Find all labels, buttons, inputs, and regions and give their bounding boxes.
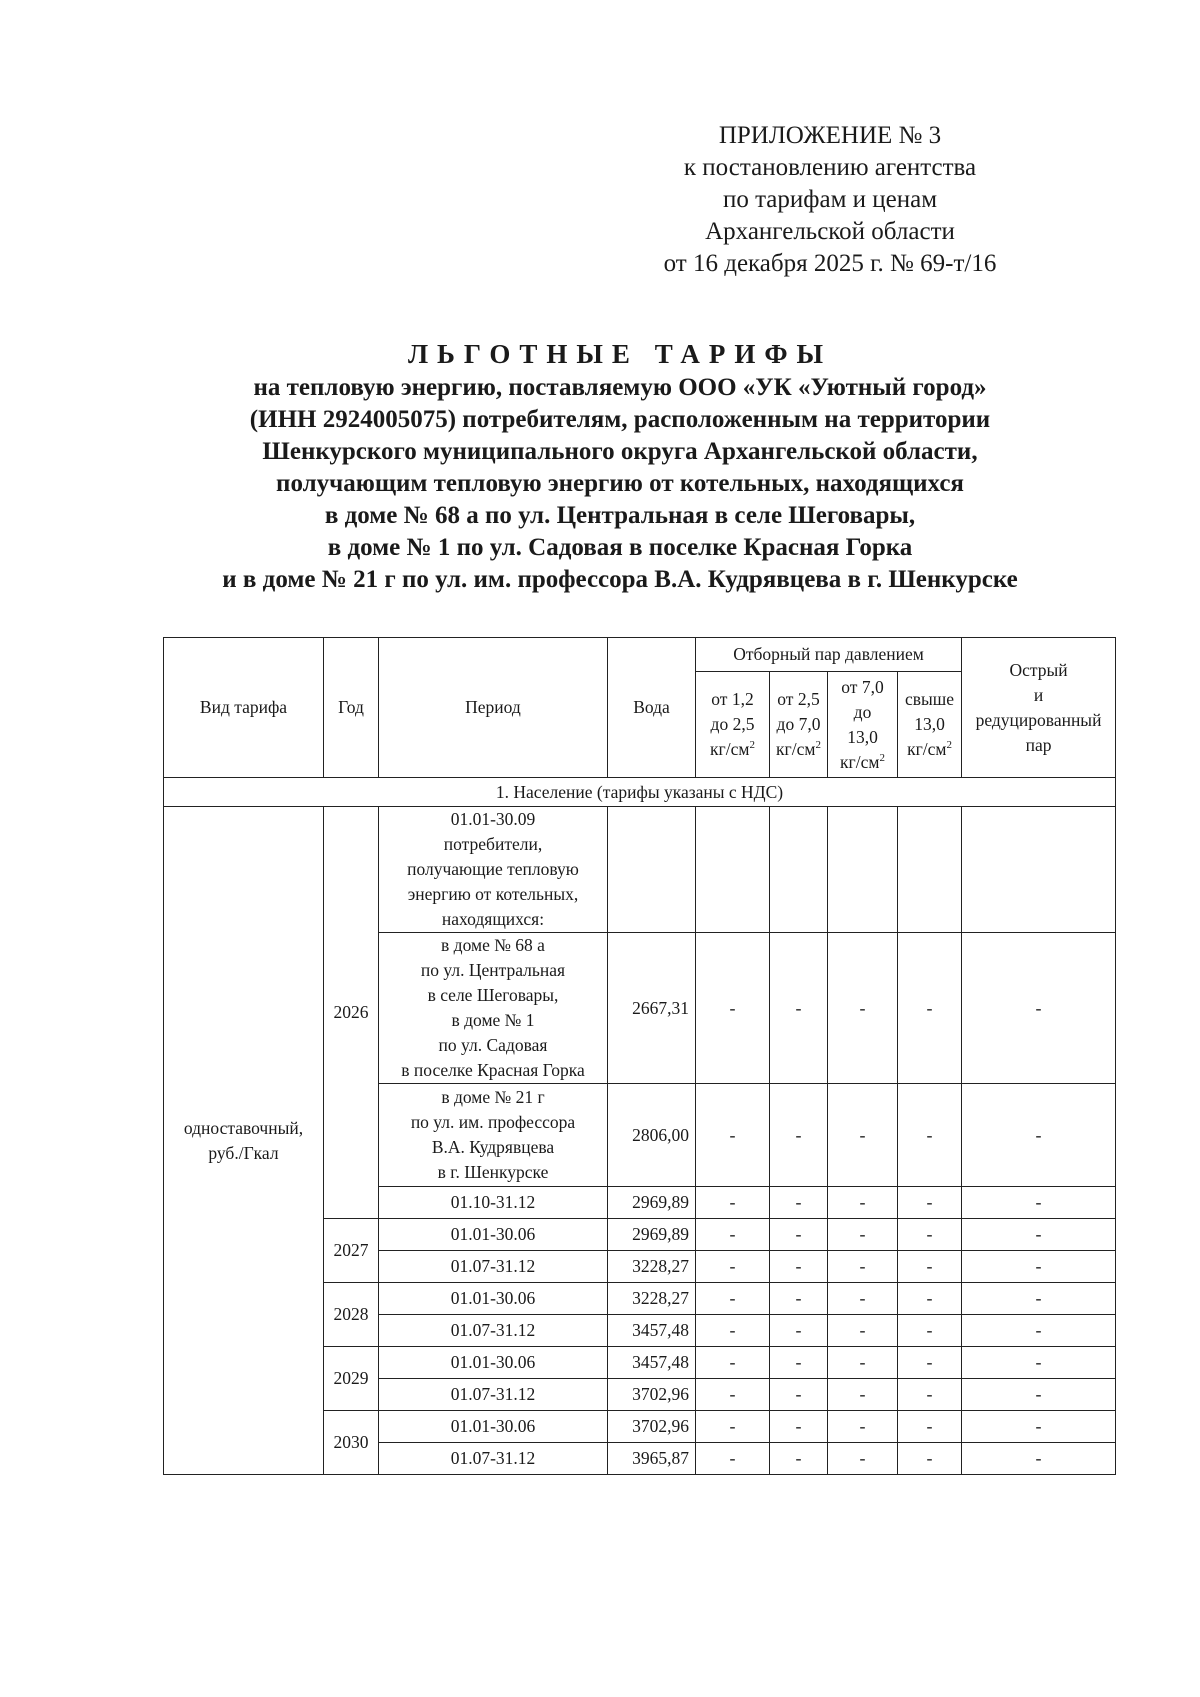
period-cell: 01.10-31.12 xyxy=(379,1187,608,1219)
period-cell: 01.07-31.12 xyxy=(379,1315,608,1347)
header-pressure-2 xyxy=(770,672,828,778)
year-cell: 2030 xyxy=(324,1411,379,1475)
dash-cell: - xyxy=(828,933,898,1084)
header-pressure-1 xyxy=(696,672,770,778)
year-cell: 2028 xyxy=(324,1283,379,1347)
dash-cell: - xyxy=(898,1283,962,1315)
dash-cell: - xyxy=(962,1187,1116,1219)
water-cell: 3457,48 xyxy=(608,1347,696,1379)
annex-line: к постановлению агентства xyxy=(683,154,977,181)
superscript: 2 xyxy=(815,739,821,752)
period-text: в доме № 1 xyxy=(451,1010,535,1030)
period-text: потребители, xyxy=(443,834,543,854)
tariff-type-text: одноставочный, xyxy=(183,1117,304,1138)
dash-cell: - xyxy=(962,1251,1116,1283)
water-cell: 2969,89 xyxy=(608,1219,696,1251)
period-cell: 01.01-30.06 xyxy=(379,1283,608,1315)
dash-cell: - xyxy=(770,1379,828,1411)
year-cell: 2027 xyxy=(324,1219,379,1283)
superscript: 2 xyxy=(946,739,952,752)
dash-cell: - xyxy=(696,1219,770,1251)
dash-cell: - xyxy=(770,1251,828,1283)
water-cell: 3228,27 xyxy=(608,1251,696,1283)
water-cell: 3965,87 xyxy=(608,1443,696,1475)
section-title: 1. Население (тарифы указаны с НДС) xyxy=(164,778,1116,807)
header-text: свыше xyxy=(905,689,955,709)
table-row xyxy=(164,807,1116,933)
year-cell: 2026 xyxy=(324,807,379,1219)
dash-cell: - xyxy=(898,1187,962,1219)
superscript: 2 xyxy=(879,751,885,764)
dash-cell: - xyxy=(770,1443,828,1475)
title-line: получающим тепловую энергию от котельных, находящихся xyxy=(276,470,964,497)
period-text: энергию от котельных, xyxy=(407,884,579,904)
tariff-table xyxy=(163,637,1116,1475)
header-text: кг/см xyxy=(776,739,816,759)
dash-cell: - xyxy=(696,1315,770,1347)
value-cell xyxy=(962,807,1116,933)
header-pressure-3 xyxy=(828,672,898,778)
water-cell: 3702,96 xyxy=(608,1411,696,1443)
water-cell: 2969,89 xyxy=(608,1187,696,1219)
dash-cell: - xyxy=(696,1251,770,1283)
dash-cell: - xyxy=(828,1084,898,1187)
period-text: в доме № 21 г xyxy=(441,1087,545,1107)
header-text: от 2,5 xyxy=(777,689,820,709)
period-text: по ул. Центральная xyxy=(420,960,566,980)
header-sharp-steam xyxy=(962,638,1116,778)
dash-cell: - xyxy=(962,1084,1116,1187)
annex-number: ПРИЛОЖЕНИЕ № 3 xyxy=(718,122,942,149)
header-tariff-type: Вид тарифа xyxy=(164,638,324,778)
header-period: Период xyxy=(379,638,608,778)
header-text: 13,0 xyxy=(847,726,878,747)
water-cell xyxy=(608,807,696,933)
dash-cell: - xyxy=(828,1315,898,1347)
dash-cell: - xyxy=(898,1411,962,1443)
value-cell xyxy=(828,807,898,933)
annex-line: по тарифам и ценам xyxy=(722,186,938,213)
dash-cell: - xyxy=(770,1347,828,1379)
dash-cell: - xyxy=(696,1347,770,1379)
year-cell: 2029 xyxy=(324,1347,379,1411)
dash-cell: - xyxy=(696,1443,770,1475)
title-line: на тепловую энергию, поставляемую ООО «УК «Уютный город» xyxy=(253,374,987,401)
period-cell: 01.01-30.06 xyxy=(379,1347,608,1379)
dash-cell: - xyxy=(828,1347,898,1379)
header-text: кг/см xyxy=(840,751,880,772)
water-cell: 3457,48 xyxy=(608,1315,696,1347)
title-line: и в доме № 21 г по ул. им. профессора В.А. Кудрявцева в г. Шенкурске xyxy=(222,566,1018,593)
dash-cell: - xyxy=(898,1443,962,1475)
annex-line: Архангельской области xyxy=(705,218,955,245)
tariff-type-cell xyxy=(164,807,324,1475)
header-text: пар xyxy=(1025,734,1052,755)
dash-cell: - xyxy=(770,1084,828,1187)
period-text: в г. Шенкурске xyxy=(437,1162,549,1182)
period-text: в селе Шеговары, xyxy=(427,985,559,1005)
dash-cell: - xyxy=(898,1379,962,1411)
dash-cell: - xyxy=(770,933,828,1084)
period-text: в доме № 68 а xyxy=(441,935,545,955)
period-cell xyxy=(379,1084,608,1187)
value-cell xyxy=(898,807,962,933)
dash-cell: - xyxy=(898,1084,962,1187)
section-row xyxy=(164,778,1116,807)
period-cell: 01.07-31.12 xyxy=(379,1379,608,1411)
dash-cell: - xyxy=(828,1411,898,1443)
period-text: по ул. им. профессора xyxy=(410,1112,576,1132)
period-cell xyxy=(379,807,608,933)
value-cell xyxy=(696,807,770,933)
period-cell: 01.01-30.06 xyxy=(379,1219,608,1251)
period-cell: 01.07-31.12 xyxy=(379,1443,608,1475)
header-steam-group: Отборный пар давлением xyxy=(696,638,962,672)
header-text: кг/см xyxy=(907,739,947,759)
dash-cell: - xyxy=(962,933,1116,1084)
period-cell xyxy=(379,933,608,1084)
header-text: от 7,0 xyxy=(841,676,884,697)
dash-cell: - xyxy=(962,1379,1116,1411)
dash-cell: - xyxy=(962,1347,1116,1379)
tariff-type-unit: руб./Гкал xyxy=(208,1142,279,1163)
annex-block xyxy=(620,120,1040,280)
title-line: (ИНН 2924005075) потребителям, расположенным на территории xyxy=(249,406,991,433)
title-line: в доме № 1 по ул. Садовая в поселке Красная Горка xyxy=(327,534,913,561)
document-title xyxy=(150,338,1090,596)
title-line: Шенкурского муниципального округа Архангельской области, xyxy=(262,438,978,465)
header-text: от 1,2 xyxy=(711,689,754,709)
water-cell: 2806,00 xyxy=(608,1084,696,1187)
water-cell: 3702,96 xyxy=(608,1379,696,1411)
dash-cell: - xyxy=(770,1219,828,1251)
period-cell: 01.07-31.12 xyxy=(379,1251,608,1283)
dash-cell: - xyxy=(828,1219,898,1251)
header-text: до 2,5 xyxy=(710,714,755,734)
water-cell: 2667,31 xyxy=(608,933,696,1084)
dash-cell: - xyxy=(696,1187,770,1219)
header-text: Острый xyxy=(1009,659,1068,680)
dash-cell: - xyxy=(770,1187,828,1219)
header-text: кг/см xyxy=(710,739,750,759)
header-row xyxy=(164,638,1116,672)
dash-cell: - xyxy=(962,1443,1116,1475)
dash-cell: - xyxy=(696,1411,770,1443)
header-text: до xyxy=(853,701,872,722)
dash-cell: - xyxy=(696,1379,770,1411)
header-text: и xyxy=(1033,684,1044,705)
title-main: ЛЬГОТНЫЕ ТАРИФЫ xyxy=(407,339,833,369)
dash-cell: - xyxy=(696,1283,770,1315)
dash-cell: - xyxy=(828,1443,898,1475)
header-text: до 7,0 xyxy=(776,714,821,734)
dash-cell: - xyxy=(898,1315,962,1347)
header-text: 13,0 xyxy=(914,714,945,734)
dash-cell: - xyxy=(770,1315,828,1347)
dash-cell: - xyxy=(898,1219,962,1251)
water-cell: 3228,27 xyxy=(608,1283,696,1315)
dash-cell: - xyxy=(770,1411,828,1443)
period-text: В.А. Кудрявцева xyxy=(431,1137,555,1157)
superscript: 2 xyxy=(749,739,755,752)
period-text: находящихся: xyxy=(441,909,545,929)
dash-cell: - xyxy=(962,1315,1116,1347)
header-year: Год xyxy=(324,638,379,778)
period-text: получающие тепловую xyxy=(407,859,579,879)
dash-cell: - xyxy=(828,1251,898,1283)
dash-cell: - xyxy=(828,1379,898,1411)
period-text: в поселке Красная Горка xyxy=(401,1060,585,1080)
header-water: Вода xyxy=(608,638,696,778)
dash-cell: - xyxy=(962,1219,1116,1251)
dash-cell: - xyxy=(898,1347,962,1379)
dash-cell: - xyxy=(962,1411,1116,1443)
title-line: в доме № 68 а по ул. Центральная в селе Шеговары, xyxy=(324,502,916,529)
period-cell: 01.01-30.06 xyxy=(379,1411,608,1443)
dash-cell: - xyxy=(828,1187,898,1219)
value-cell xyxy=(770,807,828,933)
annex-date: от 16 декабря 2025 г. № 69-т/16 xyxy=(663,250,997,277)
period-text: по ул. Садовая xyxy=(438,1035,548,1055)
dash-cell: - xyxy=(898,1251,962,1283)
period-text: 01.01-30.09 xyxy=(450,809,536,829)
header-pressure-4 xyxy=(898,672,962,778)
dash-cell: - xyxy=(962,1283,1116,1315)
dash-cell: - xyxy=(696,933,770,1084)
dash-cell: - xyxy=(770,1283,828,1315)
dash-cell: - xyxy=(696,1084,770,1187)
dash-cell: - xyxy=(898,933,962,1084)
dash-cell: - xyxy=(828,1283,898,1315)
header-text: редуцированный xyxy=(975,709,1102,730)
